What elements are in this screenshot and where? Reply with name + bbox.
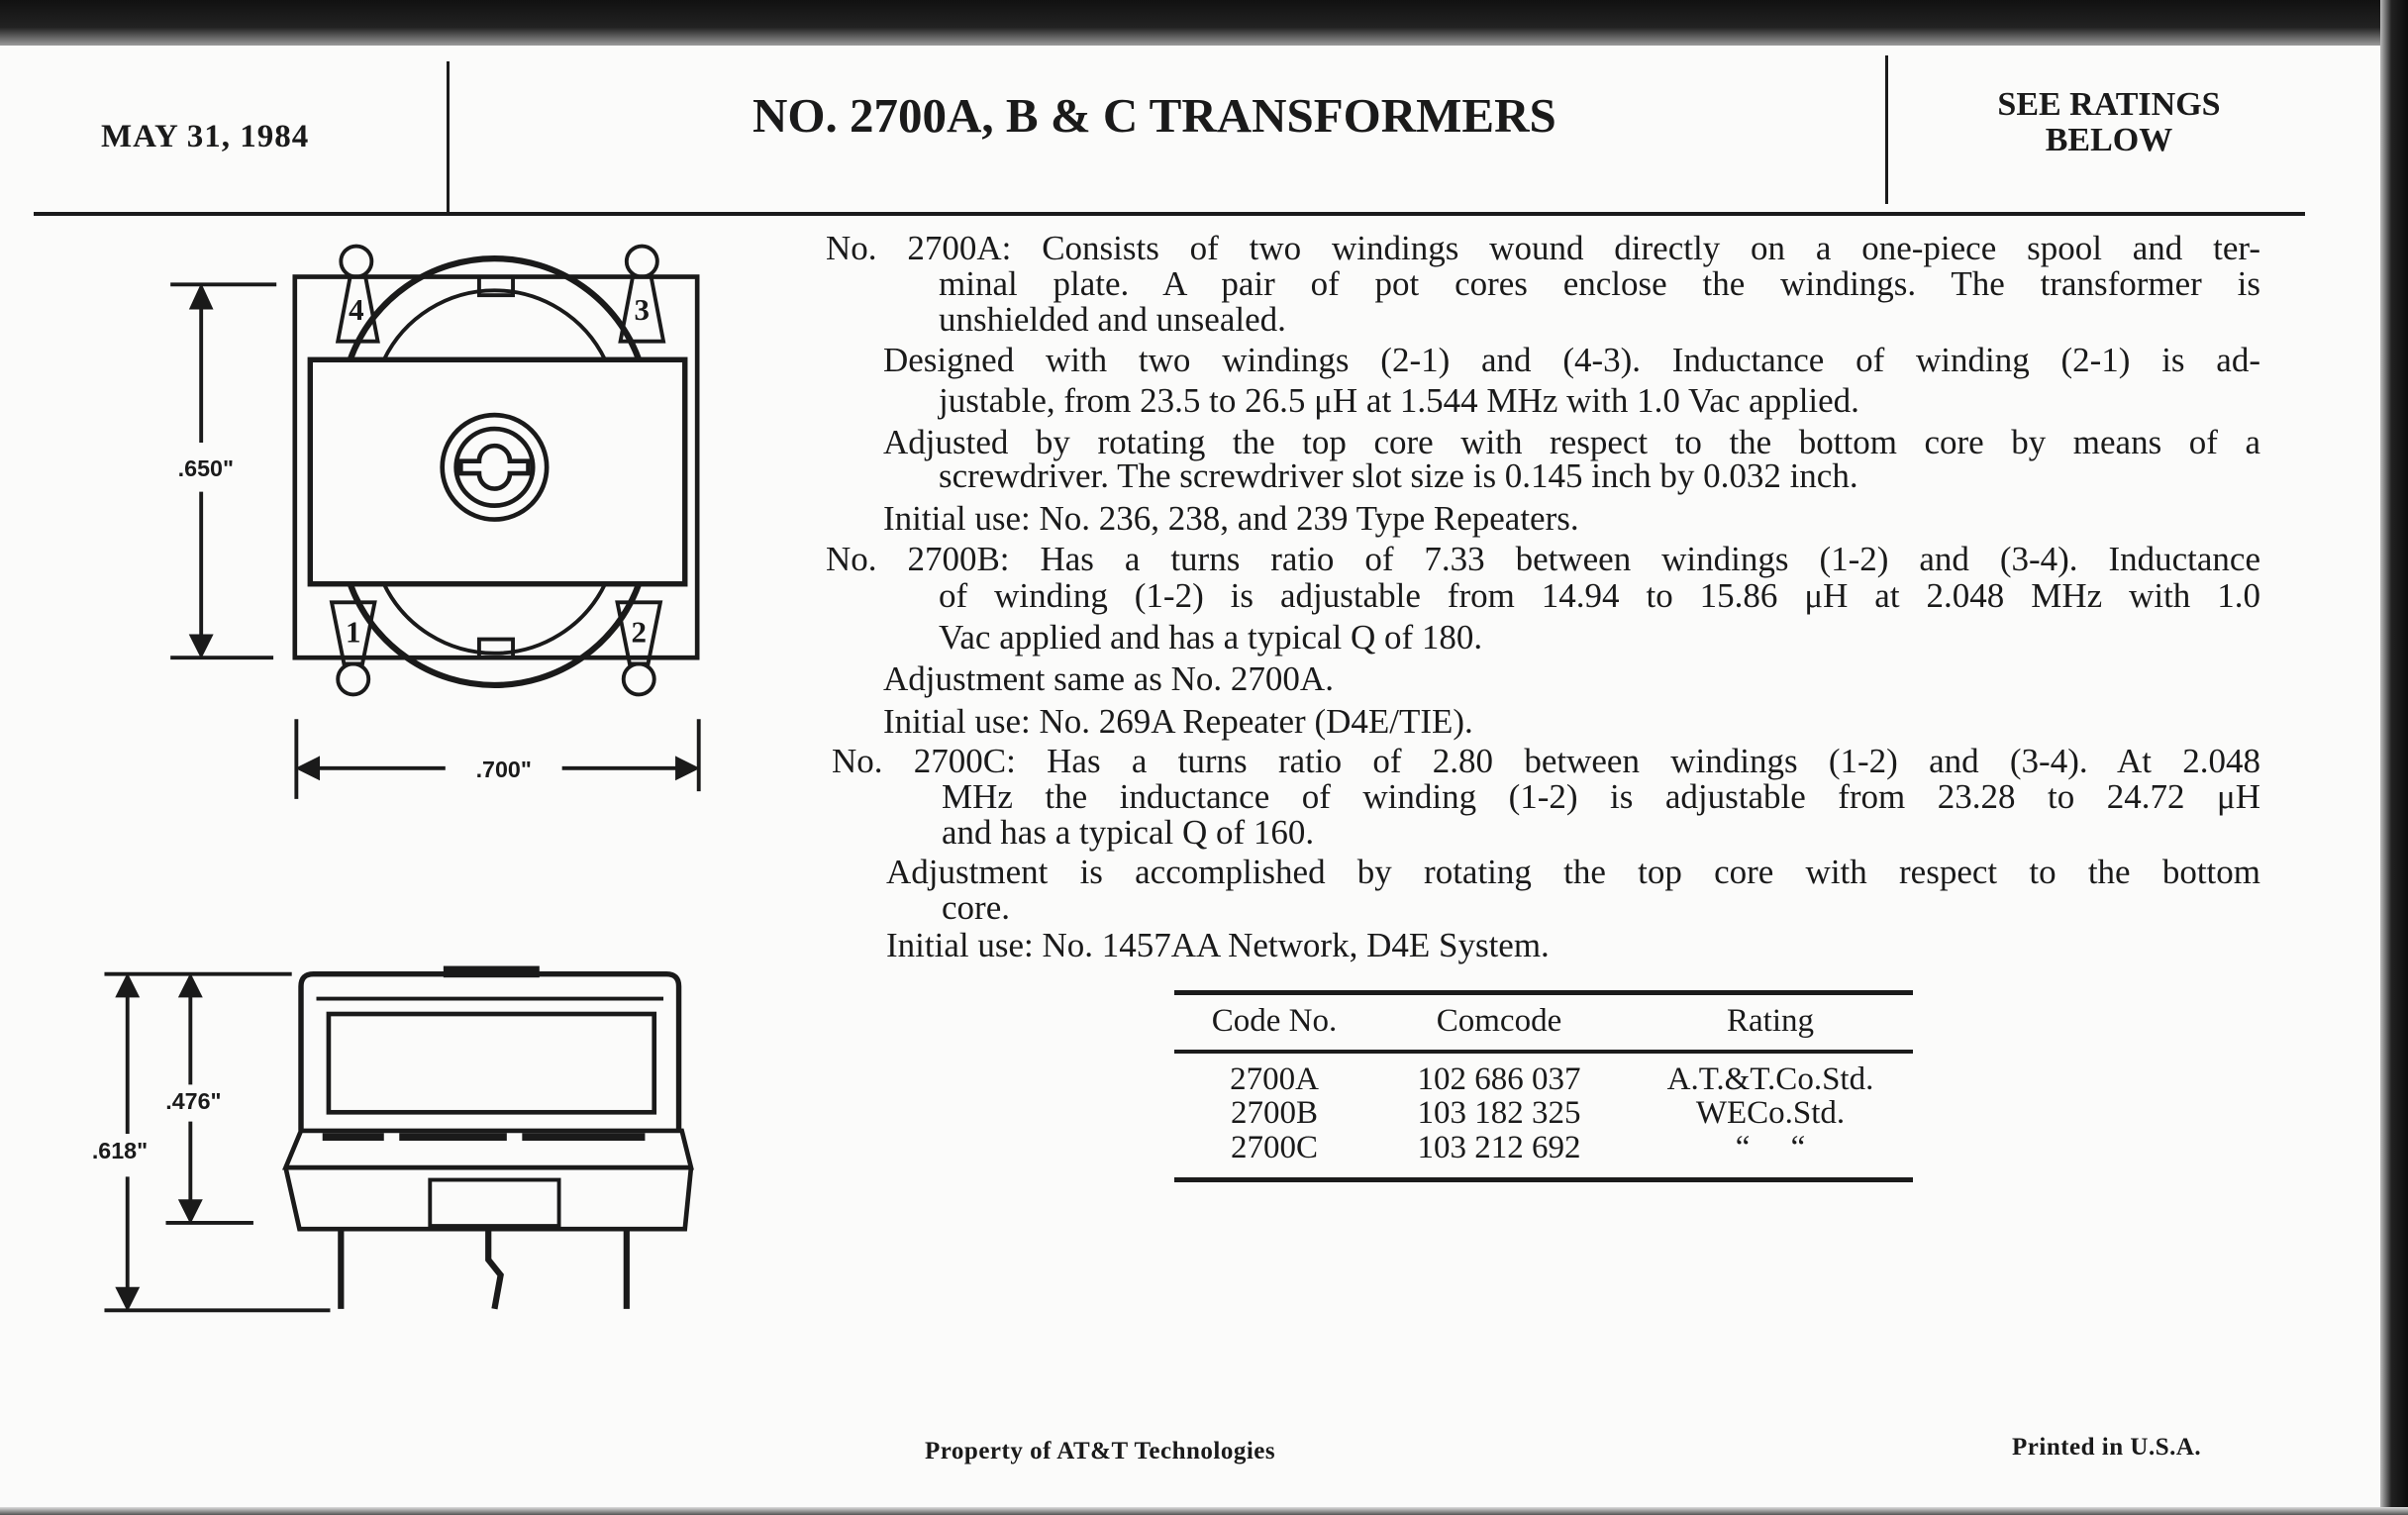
para-design-line: Designed with two windings (2-1) and (4-3). Inductance of winding (2-1) is ad- (883, 341, 2260, 379)
para-adjust-line: screwdriver. The screwdriver slot size is 0.145 inch by 0.032 inch. (939, 456, 1858, 495)
issue-date: MAY 31, 1984 (101, 119, 310, 154)
top-view-drawing (170, 247, 699, 799)
inner-height-dimension-label: .476" (165, 1088, 222, 1115)
para-2700a-line: No. 2700A: Consists of two windings wound directly on a one-piece spool and ter- (826, 229, 2260, 267)
table-bottom-rule (1174, 1177, 1913, 1182)
table-cell-comcode: 103 182 325 (1417, 1095, 1581, 1131)
para-initial-use-a: Initial use: No. 236, 238, and 239 Type Repeaters. (883, 499, 1579, 538)
table-cell-comcode: 103 212 692 (1417, 1130, 1581, 1165)
para-adjust-b: Adjustment same as No. 2700A. (883, 659, 1334, 698)
para-2700c-line: No. 2700C: Has a turns ratio of 2.80 between windings (1-2) and (3-4). At 2.048 (832, 742, 2260, 780)
table-header-rule (1174, 1050, 1913, 1054)
para-adjust-c-line: Adjustment is accomplished by rotating the top core with respect to the bottom (886, 853, 2260, 891)
printed-notice: Printed in U.S.A. (2012, 1434, 2202, 1461)
para-2700c-line: MHz the inductance of winding (1-2) is adjustable from 23.28 to 24.72 μH (942, 777, 2260, 816)
para-2700b-line: Vac applied and has a typical Q of 180. (939, 618, 1483, 656)
page-title: NO. 2700A, B & C TRANSFORMERS (752, 88, 1556, 143)
property-notice: Property of AT&T Technologies (925, 1438, 1276, 1464)
table-cell-code: 2700B (1230, 1095, 1318, 1131)
ratings-note-line1: SEE RATINGS (1997, 86, 2221, 123)
para-2700a-line: unshielded and unsealed. (939, 300, 1286, 339)
table-cell-rating: “ “ (1735, 1130, 1806, 1165)
table-top-rule (1174, 990, 1913, 995)
side-view-drawing (104, 967, 690, 1310)
terminal-label-4: 4 (349, 291, 364, 327)
table-header-rating: Rating (1727, 1003, 1814, 1039)
para-2700b-line: of winding (1-2) is adjustable from 14.94 to 15.86 μH at 2.048 MHz with 1.0 (939, 576, 2260, 615)
terminal-label-1: 1 (345, 614, 361, 650)
table-cell-comcode: 102 686 037 (1417, 1061, 1581, 1097)
height-dimension-label: .650" (177, 455, 234, 482)
para-2700a-line: minal plate. A pair of pot cores enclose the windings. The transformer is (939, 264, 2260, 303)
para-initial-use-b: Initial use: No. 269A Repeater (D4E/TIE). (883, 702, 1473, 741)
table-header-comcode: Comcode (1436, 1003, 1562, 1039)
table-cell-rating: A.T.&T.Co.Std. (1666, 1061, 1874, 1097)
para-2700c-line: and has a typical Q of 160. (942, 813, 1315, 852)
width-dimension-label: .700" (475, 757, 532, 783)
table-header-code: Code No. (1211, 1003, 1338, 1039)
table-cell-code: 2700C (1230, 1130, 1318, 1165)
para-initial-use-c: Initial use: No. 1457AA Network, D4E System. (886, 926, 1550, 964)
table-cell-rating: WECo.Std. (1695, 1095, 1846, 1131)
overall-height-dimension-label: .618" (91, 1137, 149, 1163)
para-adjust-c-line: core. (942, 888, 1010, 927)
table-cell-code: 2700A (1230, 1061, 1319, 1097)
para-adjust-line: Adjusted by rotating the top core with respect to the bottom core by means of a (883, 423, 2260, 461)
para-design-line: justable, from 23.5 to 26.5 μH at 1.544 MHz with 1.0 Vac applied. (939, 381, 1859, 420)
ratings-note-line2: BELOW (2045, 122, 2173, 158)
para-2700b-line: No. 2700B: Has a turns ratio of 7.33 between windings (1-2) and (3-4). Inductance (826, 540, 2260, 578)
terminal-label-3: 3 (634, 291, 651, 327)
terminal-label-2: 2 (631, 614, 647, 650)
